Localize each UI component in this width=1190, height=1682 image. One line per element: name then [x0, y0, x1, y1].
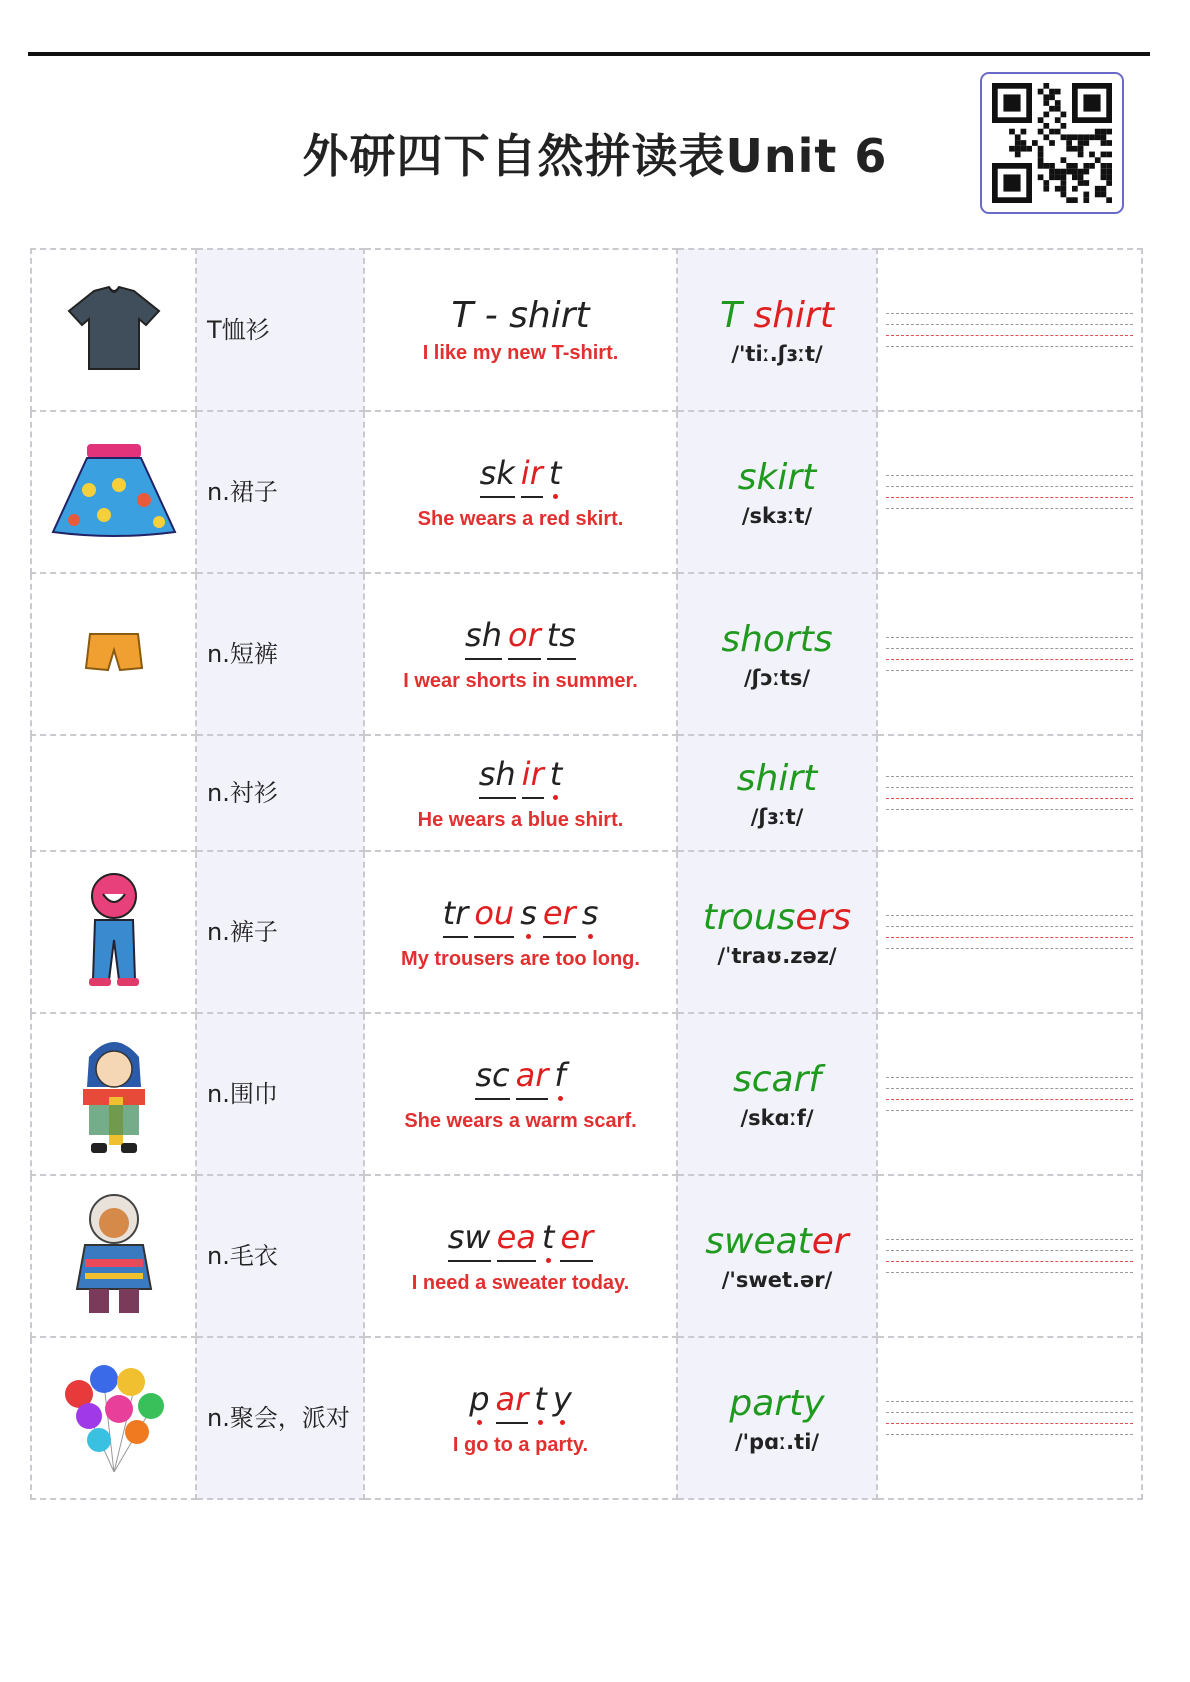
- picture-cell: [31, 1013, 196, 1175]
- segment-underline: [475, 1094, 509, 1104]
- writing-guide-line: [886, 346, 1133, 347]
- phonetic-transcription: /ˈtraʊ.zəz/: [717, 943, 837, 968]
- segment-dot: [582, 932, 599, 942]
- writing-guide-line: [886, 648, 1133, 649]
- phonetic-transcription: /ʃɜːt/: [750, 804, 804, 829]
- phonics-segment: [549, 454, 562, 502]
- word-cell: [677, 1175, 877, 1337]
- segment-text: ea: [496, 1217, 536, 1256]
- segment-underline: [443, 932, 469, 942]
- phonics-segment: [522, 755, 544, 803]
- picture-cell: [31, 573, 196, 735]
- word-part: trous: [702, 896, 796, 938]
- writing-practice-lines[interactable]: [877, 1337, 1142, 1499]
- word-cell: [677, 1337, 877, 1499]
- phonics-segment: [542, 1218, 555, 1266]
- writing-baseline: [886, 659, 1133, 660]
- skirt-icon: [49, 525, 179, 544]
- table-row: [31, 851, 1142, 1013]
- scarf-icon: [69, 1142, 159, 1161]
- segment-dot: [549, 492, 562, 502]
- writing-guide-line: [886, 1250, 1133, 1251]
- example-sentence: She wears a warm scarf.: [404, 1109, 637, 1132]
- segment-underline: [448, 1256, 491, 1266]
- writing-guide-line: [886, 1412, 1133, 1413]
- segment-underline: [474, 932, 514, 942]
- phonics-segment: [497, 1218, 536, 1266]
- chinese-meaning: n.裙子: [196, 411, 364, 573]
- table-row: [31, 735, 1142, 851]
- writing-practice-lines[interactable]: [877, 1013, 1142, 1175]
- picture-cell: [31, 1337, 196, 1499]
- segment-dot: [553, 1418, 572, 1428]
- sweater-icon: [69, 1304, 159, 1323]
- phonics-segment: [443, 894, 469, 942]
- chinese-meaning: n.短裤: [196, 573, 364, 735]
- segment-text: f: [554, 1055, 566, 1094]
- segment-text: sw: [447, 1217, 491, 1256]
- table-row: [31, 411, 1142, 573]
- phonics-spelling: [469, 1380, 572, 1428]
- segment-text: tr: [442, 893, 469, 932]
- phonics-segment: [465, 616, 502, 664]
- english-word: [678, 457, 876, 498]
- picture-cell: [31, 1175, 196, 1337]
- english-word: [678, 1059, 876, 1100]
- chinese-meaning: n.围巾: [196, 1013, 364, 1175]
- english-word: [678, 758, 876, 799]
- segment-underline: [496, 1418, 529, 1428]
- phonics-spelling: [448, 1218, 594, 1266]
- phonics-segment: [521, 454, 543, 502]
- table-row: [31, 1175, 1142, 1337]
- segment-dot: [520, 932, 537, 942]
- phonetic-transcription: /'tiː.ʃɜːt/: [731, 341, 823, 366]
- phonics-table: [30, 248, 1143, 1500]
- trousers-icon: [79, 975, 149, 994]
- phonics-spelling: T - shirt: [451, 295, 590, 336]
- word-cell: [677, 1013, 877, 1175]
- phonics-spelling-cell: [364, 249, 677, 411]
- word-part: shirt: [736, 757, 818, 799]
- phonics-spelling-cell: [364, 1337, 677, 1499]
- writing-guide-line: [886, 948, 1133, 949]
- segment-text: t: [534, 1379, 547, 1418]
- chinese-meaning: T恤衫: [196, 249, 364, 411]
- phonics-spelling-cell: [364, 1175, 677, 1337]
- phonics-spelling-cell: [364, 411, 677, 573]
- chinese-meaning: n.毛衣: [196, 1175, 364, 1337]
- segment-underline: [480, 492, 515, 502]
- table-row: [31, 573, 1142, 735]
- chinese-meaning: n.裤子: [196, 851, 364, 1013]
- phonics-segment: [520, 894, 537, 942]
- phonics-segment: [560, 1218, 593, 1266]
- phonetic-transcription: /'swet.ər/: [721, 1267, 833, 1292]
- word-part: T: [720, 294, 754, 336]
- writing-practice-lines[interactable]: [877, 411, 1142, 573]
- phonics-spelling-cell: [364, 573, 677, 735]
- qr-code-icon: [992, 83, 1112, 203]
- segment-text: ar: [495, 1379, 529, 1418]
- qr-code: [980, 72, 1124, 214]
- segment-underline: [508, 654, 541, 664]
- phonics-segment: [469, 1380, 489, 1428]
- writing-guide-line: [886, 1434, 1133, 1435]
- phonics-segment: [474, 894, 514, 942]
- segment-underline: [521, 492, 543, 502]
- english-word: [678, 1383, 876, 1424]
- writing-guide-line: [886, 324, 1133, 325]
- segment-dot: [469, 1418, 489, 1428]
- segment-underline: [516, 1094, 549, 1104]
- phonics-segment: [547, 616, 576, 664]
- phonetic-transcription: /ʃɔːts/: [743, 665, 811, 690]
- writing-practice-lines[interactable]: [877, 735, 1142, 851]
- page-title: 外研四下自然拼读表Unit 6: [302, 129, 888, 183]
- segment-text: or: [508, 615, 541, 654]
- phonetic-transcription: /skɑːf/: [740, 1105, 814, 1130]
- writing-guide-line: [886, 776, 1133, 777]
- phonics-segment: [475, 1056, 509, 1104]
- segment-dot: [542, 1256, 555, 1266]
- picture-cell: [31, 249, 196, 411]
- writing-guide-line: [886, 486, 1133, 487]
- writing-baseline: [886, 1423, 1133, 1424]
- writing-guide-line: [886, 1077, 1133, 1078]
- segment-underline: [543, 932, 576, 942]
- word-cell: [677, 249, 877, 411]
- writing-practice-lines[interactable]: [877, 851, 1142, 1013]
- example-sentence: He wears a blue shirt.: [417, 808, 624, 831]
- word-cell: [677, 851, 877, 1013]
- word-part: shirt: [753, 294, 834, 336]
- phonics-spelling-cell: [364, 1013, 677, 1175]
- example-sentence: I wear shorts in summer.: [403, 669, 638, 692]
- word-part: shorts: [721, 618, 833, 660]
- writing-baseline: [886, 497, 1133, 498]
- phonics-segment: [543, 894, 576, 942]
- writing-practice-lines[interactable]: [877, 573, 1142, 735]
- segment-text: ir: [520, 453, 543, 492]
- segment-underline: [560, 1256, 593, 1266]
- writing-guide-line: [886, 1088, 1133, 1089]
- phonics-spelling: [479, 755, 563, 803]
- writing-guide-line: [886, 637, 1133, 638]
- word-cell: [677, 411, 877, 573]
- writing-guide-line: [886, 787, 1133, 788]
- word-part: party: [729, 1382, 825, 1424]
- picture-cell: [31, 411, 196, 573]
- writing-guide-line: [886, 915, 1133, 916]
- segment-text: t: [548, 453, 562, 492]
- picture-cell: [31, 851, 196, 1013]
- segment-text: ts: [546, 615, 576, 654]
- segment-text: sc: [475, 1055, 510, 1094]
- segment-text: s: [581, 893, 599, 932]
- chinese-meaning: n.聚会，派对: [196, 1337, 364, 1499]
- segment-underline: [547, 654, 576, 664]
- example-sentence: I go to a party.: [452, 1433, 589, 1456]
- writing-guide-line: [886, 809, 1133, 810]
- segment-text: sh: [465, 615, 502, 654]
- segment-text: sh: [478, 754, 516, 793]
- word-part: ers: [795, 896, 852, 938]
- segment-dot: [554, 1094, 565, 1104]
- phonics-segment: [480, 454, 515, 502]
- phonics-segment: [508, 616, 541, 664]
- example-sentence: She wears a red skirt.: [417, 507, 624, 530]
- word-cell: [677, 573, 877, 735]
- writing-baseline: [886, 1261, 1133, 1262]
- writing-baseline: [886, 937, 1133, 938]
- segment-underline: [497, 1256, 536, 1266]
- writing-guide-line: [886, 475, 1133, 476]
- word-part: scarf: [732, 1058, 822, 1100]
- segment-text: y: [552, 1379, 572, 1418]
- example-sentence: My trousers are too long.: [401, 947, 640, 970]
- writing-guide-line: [886, 926, 1133, 927]
- writing-baseline: [886, 1099, 1133, 1100]
- picture-cell: [31, 735, 196, 851]
- writing-guide-line: [886, 670, 1133, 671]
- table-row: [31, 249, 1142, 411]
- phonics-segment: [554, 1056, 565, 1104]
- phonics-segment: [582, 894, 599, 942]
- segment-text: p: [469, 1379, 490, 1418]
- phonics-spelling-cell: [364, 851, 677, 1013]
- phonics-segment: [553, 1380, 572, 1428]
- segment-text: s: [520, 893, 537, 932]
- word-part: er: [811, 1220, 849, 1262]
- phonics-segment: [448, 1218, 491, 1266]
- segment-text: er: [542, 893, 576, 932]
- table-row: [31, 1337, 1142, 1499]
- segment-text: ar: [515, 1055, 549, 1094]
- phonics-spelling: [475, 1056, 565, 1104]
- english-word: [678, 295, 876, 336]
- phonetic-transcription: /skɜːt/: [741, 503, 813, 528]
- phonics-spelling-cell: [364, 735, 677, 851]
- english-word: [678, 897, 876, 938]
- segment-dot: [550, 793, 563, 803]
- word-part: skirt: [737, 456, 817, 498]
- example-sentence: I like my new T-shirt.: [422, 342, 619, 364]
- writing-guide-line: [886, 313, 1133, 314]
- top-rule: [28, 52, 1150, 56]
- segment-text: t: [549, 754, 563, 793]
- word-cell: [677, 735, 877, 851]
- writing-practice-lines[interactable]: [877, 1175, 1142, 1337]
- phonics-spelling: [443, 894, 599, 942]
- word-part: sweat: [705, 1220, 812, 1262]
- phonics-segment: [516, 1056, 549, 1104]
- phonics-segment: [496, 1380, 529, 1428]
- segment-text: er: [560, 1217, 594, 1256]
- segment-text: t: [541, 1217, 555, 1256]
- phonics-segment: [550, 755, 563, 803]
- shorts-icon: [84, 661, 144, 680]
- writing-guide-line: [886, 1239, 1133, 1240]
- writing-baseline: [886, 335, 1133, 336]
- segment-text: ou: [474, 893, 515, 932]
- english-word: [678, 1221, 876, 1262]
- english-word: [678, 619, 876, 660]
- segment-underline: [479, 793, 516, 803]
- segment-dot: [534, 1418, 547, 1428]
- segment-underline: [465, 654, 502, 664]
- table-row: [31, 1013, 1142, 1175]
- example-sentence: I need a sweater today.: [411, 1271, 630, 1294]
- writing-guide-line: [886, 1401, 1133, 1402]
- writing-guide-line: [886, 1272, 1133, 1273]
- phonetic-transcription: /'pɑː.ti/: [734, 1429, 820, 1454]
- segment-text: sk: [479, 453, 515, 492]
- writing-baseline: [886, 798, 1133, 799]
- chinese-meaning: n.衬衫: [196, 735, 364, 851]
- writing-guide-line: [886, 508, 1133, 509]
- phonics-segment: [479, 755, 516, 803]
- balloons-icon: [59, 1464, 169, 1483]
- writing-practice-lines[interactable]: [877, 249, 1142, 411]
- writing-guide-line: [886, 1110, 1133, 1111]
- tshirt-icon: [64, 358, 164, 377]
- segment-underline: [522, 793, 544, 803]
- segment-text: ir: [521, 754, 544, 793]
- phonics-spelling: [465, 616, 576, 664]
- phonics-spelling: [480, 454, 562, 502]
- phonics-segment: [534, 1380, 547, 1428]
